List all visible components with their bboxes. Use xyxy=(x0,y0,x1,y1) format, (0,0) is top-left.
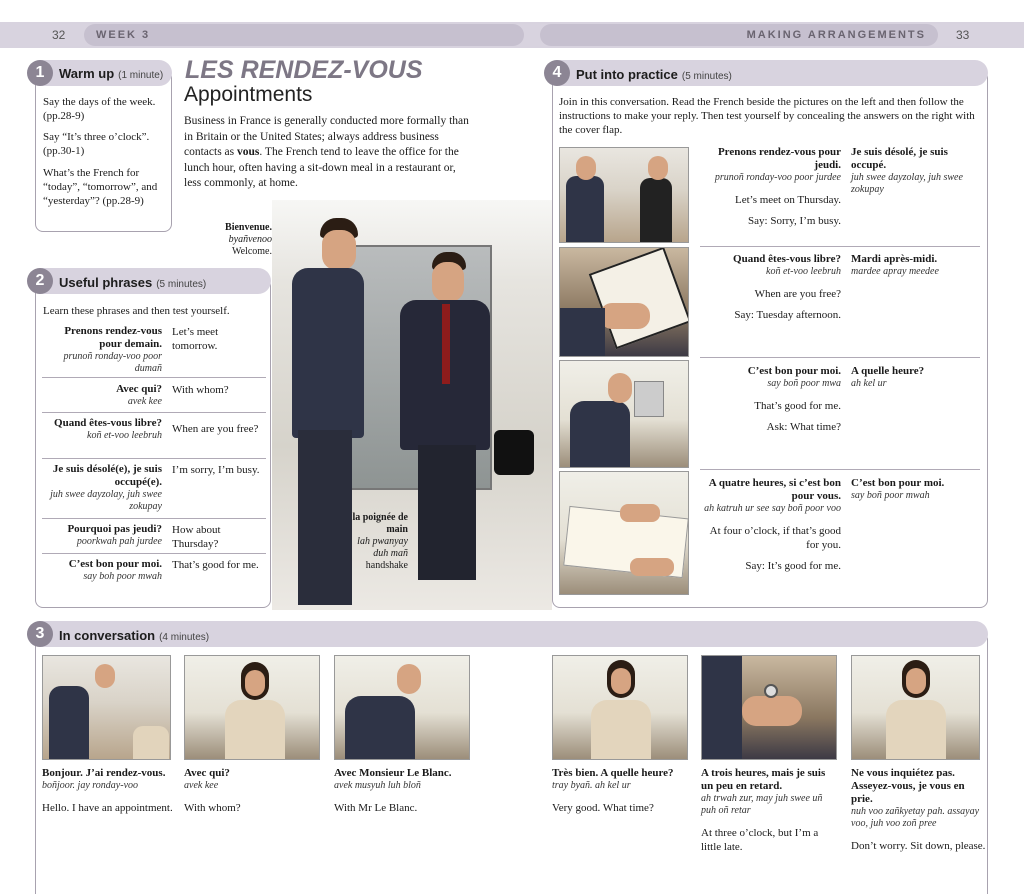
briefcase xyxy=(494,430,534,475)
conversation-photo-3 xyxy=(334,655,470,760)
practice-instruction-text: Say: Tuesday afternoon. xyxy=(734,309,841,321)
week-label: WEEK 3 xyxy=(84,24,524,46)
caption-fr: Avec Monsieur Le Blanc. xyxy=(334,767,452,779)
phrase-fr: Je suis désolé(e), je suis occupé(e). xyxy=(52,463,162,488)
conversation-title: In conversation xyxy=(59,628,156,643)
label-welcome xyxy=(214,222,272,258)
phrase-pr: poorkwah pah jurdee xyxy=(76,536,162,547)
answer-fr: Je suis désolé, je suis occupé. xyxy=(851,146,948,171)
caption-pr: nuh voo zañkyetay pah. assayay voo, juh voo zoñ pree xyxy=(851,806,980,829)
caption-pr: avek kee xyxy=(184,780,219,791)
phrase-fr: Avec qui? xyxy=(116,383,162,395)
phrase-en: When are you free? xyxy=(172,423,259,435)
answer-pr: say boñ poor mwah xyxy=(851,490,930,501)
caption-en: With Mr Le Blanc. xyxy=(334,802,418,814)
caption-pr: avek musyuh luh bloñ xyxy=(334,780,421,791)
conversation-photo-5 xyxy=(701,655,837,760)
phrases-number: 2 xyxy=(27,268,53,294)
conversation-caption xyxy=(184,767,320,815)
conversation-photo-6 xyxy=(851,655,980,760)
phrase-fr: Pourquoi pas jeudi? xyxy=(67,523,162,535)
practice-row xyxy=(697,253,841,322)
phrase-pr: koñ et-voo leebruh xyxy=(87,430,162,441)
phrases-list xyxy=(42,325,266,588)
phrase-pr: prunoñ ronday-voo poor dumañ xyxy=(63,351,162,374)
caption-en: At three o’clock, but I’m a little late. xyxy=(701,827,819,853)
practice-pr: say boñ poor mwa xyxy=(767,378,841,389)
phrase-en: I’m sorry, I’m busy. xyxy=(172,464,260,476)
warmup-minutes: (1 minute) xyxy=(118,70,164,81)
practice-en: That’s good for me. xyxy=(754,400,841,412)
conversation-caption xyxy=(552,767,694,815)
caption-pr: boñjoor. jay ronday-voo xyxy=(42,780,139,791)
practice-photo-4 xyxy=(559,471,689,595)
answer-fr: Mardi après-midi. xyxy=(851,253,938,265)
man-left-head xyxy=(322,230,356,270)
caption-fr: Bonjour. J’ai rendez-vous. xyxy=(42,767,166,779)
caption-fr: A trois heures, mais je suis un peu en retard. xyxy=(701,767,826,792)
intro-text xyxy=(184,114,470,192)
practice-photo-2 xyxy=(559,247,689,357)
warmup-number: 1 xyxy=(27,60,53,86)
practice-pr: ah katruh ur see say boñ poor voo xyxy=(704,503,841,514)
practice-en: At four o’clock, if that’s good for you. xyxy=(709,525,841,551)
section-label: MAKING ARRANGEMENTS xyxy=(540,24,938,46)
label-welcome-pr: byañvenoo xyxy=(228,234,272,245)
practice-pr: prunoñ ronday-voo poor jurdee xyxy=(714,172,841,183)
warmup-item: What’s the French for “today”, “tomorrow”, and “yesterday”? (pp.28-9) xyxy=(43,167,158,207)
caption-pr: tray byañ. ah kel ur xyxy=(552,780,631,791)
practice-instruction-text: Say: It’s good for me. xyxy=(745,560,841,572)
phrase-row xyxy=(42,459,266,518)
practice-answer xyxy=(851,146,983,196)
phrase-fr: Quand êtes-vous libre? xyxy=(54,417,162,429)
phrase-pr: avek kee xyxy=(127,396,162,407)
caption-fr: Avec qui? xyxy=(184,767,230,779)
phrase-pr: say boh poor mwah xyxy=(83,571,162,582)
intro-text-part: . The French tend to leave the office for the lunch hour, often having a sit-down meal in a restaurant or, less commonly, at home. xyxy=(184,146,459,189)
intro-text-part: Business in France is generally conducted more formally than in Britain or the United States; always address business contacts as xyxy=(184,115,469,158)
man-right-head xyxy=(432,262,464,302)
warmup-heading xyxy=(59,65,163,83)
practice-title: Put into practice xyxy=(576,67,678,82)
practice-answer xyxy=(851,253,983,278)
phrase-en: How about Thursday? xyxy=(172,524,221,550)
phrase-fr: C’est bon pour moi. xyxy=(68,558,162,570)
practice-number: 4 xyxy=(544,60,570,86)
caption-fr: Très bien. A quelle heure? xyxy=(552,767,674,779)
page-number-left: 32 xyxy=(52,28,66,42)
label-welcome-en: Welcome. xyxy=(231,246,272,257)
label-handshake-en: handshake xyxy=(365,560,408,571)
practice-en: When are you free? xyxy=(754,288,841,300)
caption-pr: ah trwah zur, may juh swee uñ puh oñ retar xyxy=(701,793,823,816)
conversation-minutes: (4 minutes) xyxy=(159,632,210,643)
man-right-trousers xyxy=(418,445,476,580)
conversation-caption xyxy=(851,767,986,853)
phrases-minutes: (5 minutes) xyxy=(156,279,207,290)
warmup-item: Say “It’s three o’clock”. (pp.30-1) xyxy=(43,131,150,157)
practice-photo-3 xyxy=(559,360,689,468)
practice-row xyxy=(697,365,841,434)
man-left-jacket xyxy=(292,268,364,438)
caption-en: Don’t worry. Sit down, please. xyxy=(851,840,986,852)
phrases-heading xyxy=(59,274,206,292)
practice-instruction-text: Say: Sorry, I’m busy. xyxy=(748,215,841,227)
caption-fr: Ne vous inquiétez pas. Asseyez-vous, je vous en prie. xyxy=(851,767,965,805)
phrases-instruction: Learn these phrases and then test yourself. xyxy=(43,305,230,317)
warmup-title: Warm up xyxy=(59,66,115,81)
phrase-en: Let’s meet tomorrow. xyxy=(172,326,219,352)
conversation-caption xyxy=(42,767,177,815)
conversation-photo-1 xyxy=(42,655,171,760)
phrase-row xyxy=(42,554,266,588)
conversation-caption xyxy=(701,767,837,854)
answer-pr: ah kel ur xyxy=(851,378,887,389)
intro-text-bold: vous xyxy=(237,146,260,158)
label-handshake-pr: lah pwanyay duh mañ xyxy=(357,536,408,559)
conversation-photo-2 xyxy=(184,655,320,760)
label-welcome-fr: Bienvenue. xyxy=(225,222,272,233)
conversation-photo-4 xyxy=(552,655,688,760)
practice-fr: A quatre heures, si c’est bon pour vous. xyxy=(708,477,841,502)
practice-minutes: (5 minutes) xyxy=(681,71,732,82)
divider xyxy=(700,357,980,358)
practice-row xyxy=(697,477,841,573)
answer-pr: juh swee dayzolay, juh swee zokupay xyxy=(851,172,963,195)
practice-row xyxy=(697,146,841,228)
answer-fr: C’est bon pour moi. xyxy=(851,477,945,489)
warmup-item: Say the days of the week. (pp.28-9) xyxy=(43,96,156,122)
practice-instruction-text: Ask: What time? xyxy=(766,421,841,433)
label-handshake-fr: la poignée de main xyxy=(352,512,408,535)
phrases-title: Useful phrases xyxy=(59,275,153,290)
conversation-number: 3 xyxy=(27,621,53,647)
caption-en: Hello. I have an appointment. xyxy=(42,802,173,814)
caption-en: Very good. What time? xyxy=(552,802,654,814)
divider xyxy=(700,469,980,470)
practice-fr: Quand êtes-vous libre? xyxy=(733,253,841,265)
man-right-tie xyxy=(442,304,450,384)
phrase-fr: Prenons rendez-vous pour demain. xyxy=(64,325,162,350)
practice-pr: koñ et-voo leebruh xyxy=(766,266,841,277)
page-number-right: 33 xyxy=(956,28,970,42)
practice-answer xyxy=(851,477,983,502)
practice-answer xyxy=(851,365,983,390)
phrase-en: With whom? xyxy=(172,384,229,396)
practice-fr: Prenons rendez-vous pour jeudi. xyxy=(717,146,841,171)
handshake-photo xyxy=(272,200,552,610)
practice-photo-1 xyxy=(559,147,689,243)
conversation-heading xyxy=(59,627,209,645)
phrase-row xyxy=(42,413,266,458)
answer-pr: mardee apray meedee xyxy=(851,266,939,277)
phrase-row xyxy=(42,378,266,412)
label-handshake xyxy=(340,512,408,572)
answer-fr: A quelle heure? xyxy=(851,365,925,377)
practice-en: Let’s meet on Thursday. xyxy=(734,194,841,206)
caption-en: With whom? xyxy=(184,802,241,814)
phrase-row xyxy=(42,325,266,377)
page-subtitle: Appointments xyxy=(184,83,313,106)
phrase-row xyxy=(42,519,266,553)
conversation-panel xyxy=(35,632,988,894)
practice-heading xyxy=(576,66,732,84)
page-title: LES RENDEZ-VOUS xyxy=(185,56,423,84)
phrase-en: That’s good for me. xyxy=(172,559,259,571)
practice-instruction: Join in this conversation. Read the French beside the pictures on the left and then follow the instructions to make your reply. Then test yourself by concealing the answers on the right with the cover flap. xyxy=(559,96,975,136)
divider xyxy=(700,246,980,247)
conversation-caption xyxy=(334,767,484,815)
practice-fr: C’est bon pour moi. xyxy=(747,365,841,377)
phrase-pr: juh swee dayzolay, juh swee zokupay xyxy=(50,489,162,512)
